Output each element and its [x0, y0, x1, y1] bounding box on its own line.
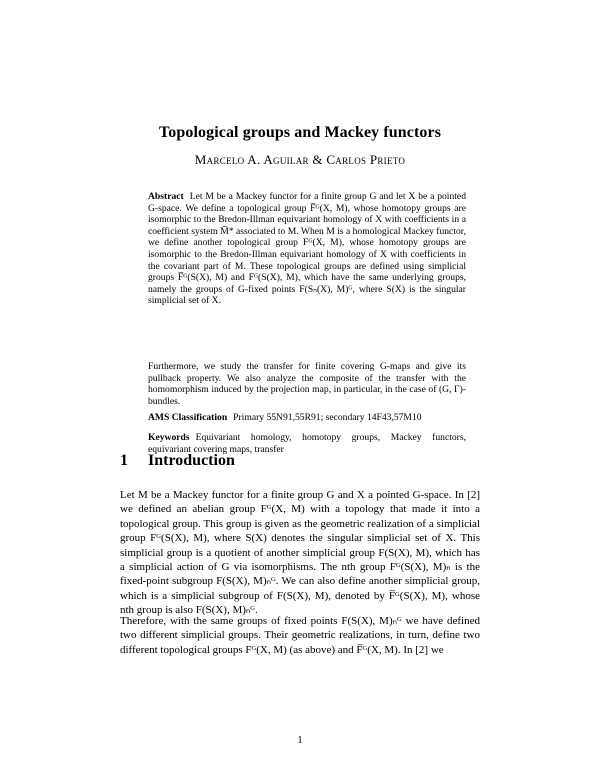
section-heading: [120, 452, 480, 470]
page-number: 1: [297, 734, 303, 746]
ams-text: Primary 55N91,55R91; secondary 14F43,57M10: [233, 412, 422, 423]
paper-authors: Marcelo A. Aguilar & Carlos Prieto: [194, 152, 406, 167]
abstract: [148, 191, 466, 307]
keywords-label: Keywords: [148, 432, 190, 443]
abstract-label: Abstract: [148, 191, 184, 202]
ams-label: AMS Classification: [148, 412, 228, 423]
abstract-text: Let M be a Mackey functor for a finite group G and let X be a pointed G-space. We define a topological group F̅ᴳ(X, M), whose homotopy groups are isomorphic to the Bredon-Illman equivariant homology of X with coefficients in a coefficient system M̅* associated to M. When M is a homological Mackey functor, we define another topological group Fᴳ(X, M), whose homotopy groups are isomorphic to the Bredon-Illman equivariant homology of X with coefficients in the covariant part of M. These topological groups are defined using simplicial groups F̅ᴳ(S(X), M) and Fᴳ(S(X), M), which have the same underlying groups, namely the groups of G-fixed points F(Sₙ(X), M)ᴳ, where S(X) is the singular simplicial set of X.: [148, 191, 466, 307]
paper-title: Topological groups and Mackey functors: [158, 124, 442, 141]
intro-paragraph-2: Therefore, with the same groups of fixed points F(S(X), M)ₙᴳ we have defined two different simplicial groups. Their geometric realizations, in turn, define two different topological groups Fᴳ(X, M) (as above) and F̅ᴳ(X, M). In [2] we: [120, 615, 480, 656]
intro-paragraph-1: Let M be a Mackey functor for a finite group G and X a pointed G-space. In [2] we defined an abelian group Fᴳ(X, M) with a topology that made it into a topological group. This group is given as the geometric realization of a simplicial group Fᴳ(S(X), M), where S(X) denotes the singular simplicial set of X. This simplicial group is a quotient of another simplicial group F(S(X), M), which has a simplicial action of G via isomorphisms. The nth group Fᴳ(S(X), M)ₙ is the fixed-point subgroup F(S(X), M)ₙᴳ. We can also define another simplicial group, which is a simplicial subgroup of F(S(X), M), denoted by F̅ᴳ(S(X), M), whose nth group is also F(S(X), M)ₙᴳ.: [120, 489, 480, 617]
ams-classification: [148, 412, 466, 424]
section-number: 1: [120, 452, 128, 469]
keywords-text: Equivariant homology, homotopy groups, Mackey functors, equivariant covering maps, transfer: [148, 432, 466, 455]
section-title: Introduction: [148, 452, 235, 469]
abstract-continuation: Furthermore, we study the transfer for finite covering G-maps and give its pullback property. We also analyze the composite of the transfer with the homomorphism induced by the projection map, in particular, in the case of (G, Γ)-bundles.: [148, 361, 466, 407]
